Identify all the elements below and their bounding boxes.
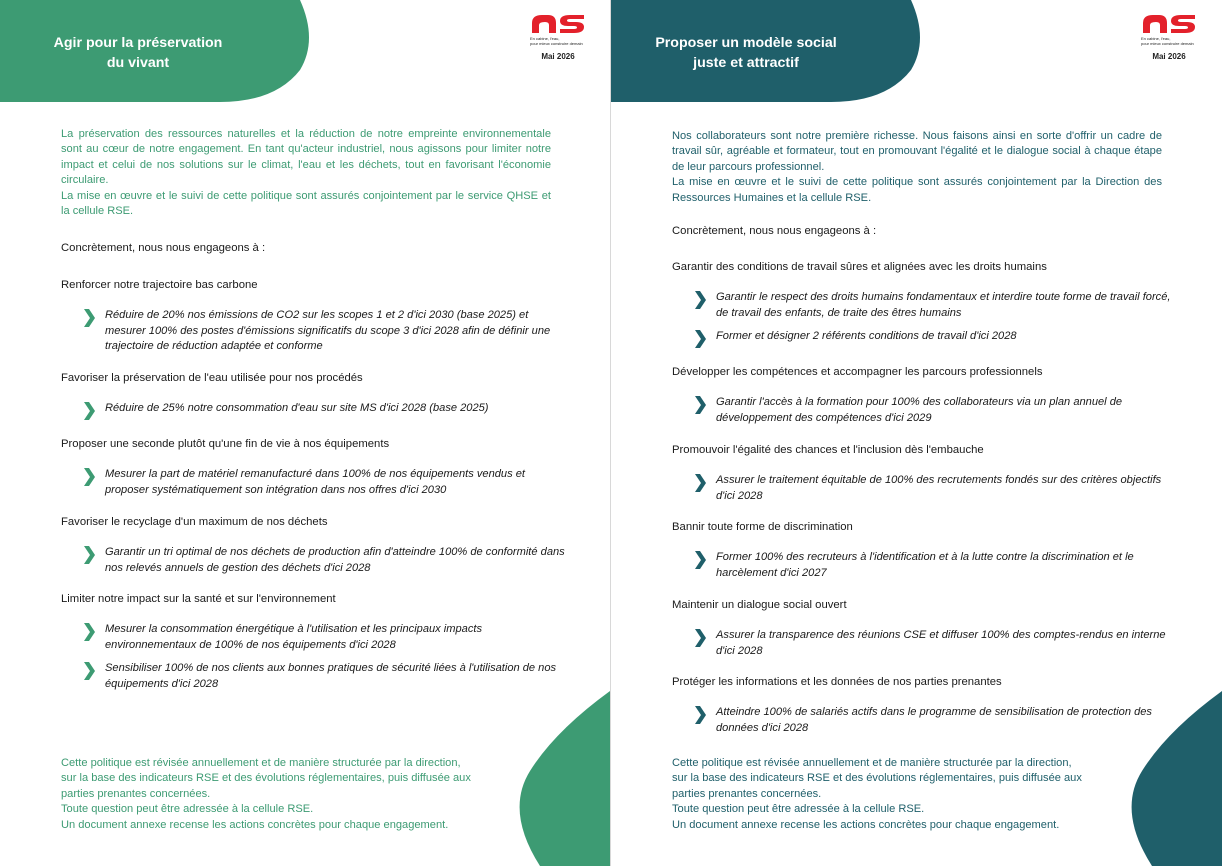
section-title: Garantir des conditions de travail sûres et alignées avec les droits humains (672, 261, 1047, 273)
commitment-lead: Concrètement, nous nous engageons à : (61, 242, 266, 254)
page-social (611, 0, 1222, 866)
chevron-right-icon (693, 705, 707, 725)
commitment-item: Réduire de 20% nos émissions de CO2 sur les scopes 1 et 2 d'ici 2030 (base 2025) et mesurer 100% des postes d'émissions significatifs du scope 3 d'ici 2028 afin de définir une trajectoire de réduction adaptée et conforme (61, 308, 571, 355)
commitment-item: Atteindre 100% de salariés actifs dans le programme de sensibilisation de protection des données d'ici 2028 (672, 705, 1182, 736)
commitment-item: Mesurer la consommation énergétique à l'utilisation et les principaux impacts environnementaux de 100% de nos équipements d'ici 2028 (61, 622, 571, 653)
commitment-item: Assurer le traitement équitable de 100% des recrutements fondés sur des critères objectifs d'ici 2028 (672, 473, 1182, 504)
chevron-right-icon (693, 628, 707, 648)
page-title-line-2: du vivant (106, 55, 170, 71)
chevron-right-icon (82, 545, 96, 565)
page-title-line-1: Proposer un modèle social (655, 35, 837, 51)
company-logo (1141, 13, 1197, 61)
page-title (611, 33, 881, 73)
section-title: Développer les compétences et accompagner les parcours professionnels (672, 366, 1043, 378)
document-date: Mai 2026 (1152, 52, 1186, 62)
section-title: Maintenir un dialogue social ouvert (672, 599, 847, 611)
commitment-item: Réduire de 25% notre consommation d'eau sur site MS d'ici 2028 (base 2025) (61, 401, 571, 417)
chevron-right-icon (82, 467, 96, 487)
logo-mark-icon (1141, 13, 1197, 35)
chevron-right-icon (693, 290, 707, 310)
chevron-right-icon (693, 395, 707, 415)
commitment-item: Garantir le respect des droits humains fondamentaux et interdire toute forme de travail forcé, de travail des enfants, de traite des êtres humains (672, 290, 1182, 321)
commitment-item: Assurer la transparence des réunions CSE et diffuser 100% des comptes-rendus en interne d'ici 2028 (672, 628, 1182, 659)
page-title-line-1: Agir pour la préservation (53, 35, 223, 51)
commitment-item: Mesurer la part de matériel remanufacturé dans 100% de nos équipements vendus et proposer systématiquement son intégration dans nos offres d'ici 2030 (61, 467, 571, 498)
section-title: Favoriser la préservation de l'eau utilisée pour nos procédés (61, 372, 363, 384)
chevron-right-icon (82, 661, 96, 681)
commitment-item: Garantir un tri optimal de nos déchets de production afin d'atteindre 100% de conformité dans nos relevés annuels de gestion des déchets d'ici 2028 (61, 545, 571, 576)
logo-tagline: En cabine, l'eau, pour mieux construire demain (1141, 36, 1194, 46)
section-title: Renforcer notre trajectoire bas carbone (61, 279, 258, 291)
page-title-line-2: juste et attractif (693, 55, 799, 71)
company-logo (530, 13, 586, 61)
chevron-right-icon (693, 329, 707, 349)
intro-paragraph-1: Nos collaborateurs sont notre première richesse. Nous faisons ainsi en sorte d'offrir un cadre de travail sûr, agréable et formateur, tout en promouvant l'égalité et le dialogue social à chaque étape de leur parcours professionnel. (672, 130, 1162, 173)
chevron-right-icon (82, 401, 96, 421)
intro-text (672, 129, 1162, 206)
section-title: Proposer une seconde plutôt qu'une fin de vie à nos équipements (61, 438, 390, 450)
intro-paragraph-2: La mise en œuvre et le suivi de cette politique sont assurés conjointement par le service QHSE et la cellule RSE. (61, 189, 551, 218)
commitment-lead: Concrètement, nous nous engageons à : (672, 225, 877, 237)
policy-footer: Cette politique est révisée annuellement et de manière structurée par la direction, sur la base des indicateurs RSE et des évolutions réglementaires, puis diffusée aux parties prenantes concernées. Toute question peut être adressée à la cellule RSE. Un document annexe recense les actions concrètes pour chaque engagement. (672, 757, 1082, 831)
section-title: Promouvoir l'égalité des chances et l'inclusion dès l'embauche (672, 444, 984, 456)
commitment-item: Garantir l'accès à la formation pour 100% des collaborateurs via un plan annuel de développement des compétences d'ici 2029 (672, 395, 1182, 426)
commitment-item: Sensibiliser 100% de nos clients aux bonnes pratiques de sécurité liées à l'utilisation de nos équipements d'ici 2028 (61, 661, 571, 692)
section-title: Protéger les informations et les données de nos parties prenantes (672, 676, 1002, 688)
intro-text (61, 127, 551, 219)
section-title: Bannir toute forme de discrimination (672, 521, 853, 533)
commitment-item: Former et désigner 2 référents conditions de travail d'ici 2028 (672, 329, 1182, 345)
chevron-right-icon (693, 550, 707, 570)
policy-footer: Cette politique est révisée annuellement et de manière structurée par la direction, sur la base des indicateurs RSE et des évolutions réglementaires, puis diffusée aux parties prenantes concernées. Toute question peut être adressée à la cellule RSE. Un document annexe recense les actions concrètes pour chaque engagement. (61, 757, 471, 831)
chevron-right-icon (82, 308, 96, 328)
logo-mark-icon (530, 13, 586, 35)
section-title: Limiter notre impact sur la santé et sur l'environnement (61, 593, 336, 605)
intro-paragraph-1: La préservation des ressources naturelles et la réduction de notre empreinte environnementale sont au cœur de notre engagement. En tant qu'acteur industriel, nous agissons pour limiter notre impact et celui de nos solutions sur le climat, l'eau et les déchets, tout en favorisant l'économie circulaire. (61, 128, 551, 187)
chevron-right-icon (82, 622, 96, 642)
chevron-right-icon (693, 473, 707, 493)
section-title: Favoriser le recyclage d'un maximum de nos déchets (61, 516, 328, 528)
intro-paragraph-2: La mise en œuvre et le suivi de cette politique sont assurés conjointement par la Direction des Ressources Humaines et la cellule RSE. (672, 176, 1162, 204)
logo-tagline: En cabine, l'eau, pour mieux construire demain (530, 36, 583, 46)
commitment-item: Former 100% des recruteurs à l'identification et à la lutte contre la discrimination et le harcèlement d'ici 2027 (672, 550, 1182, 581)
document-date: Mai 2026 (541, 52, 575, 62)
page-title (3, 33, 273, 73)
